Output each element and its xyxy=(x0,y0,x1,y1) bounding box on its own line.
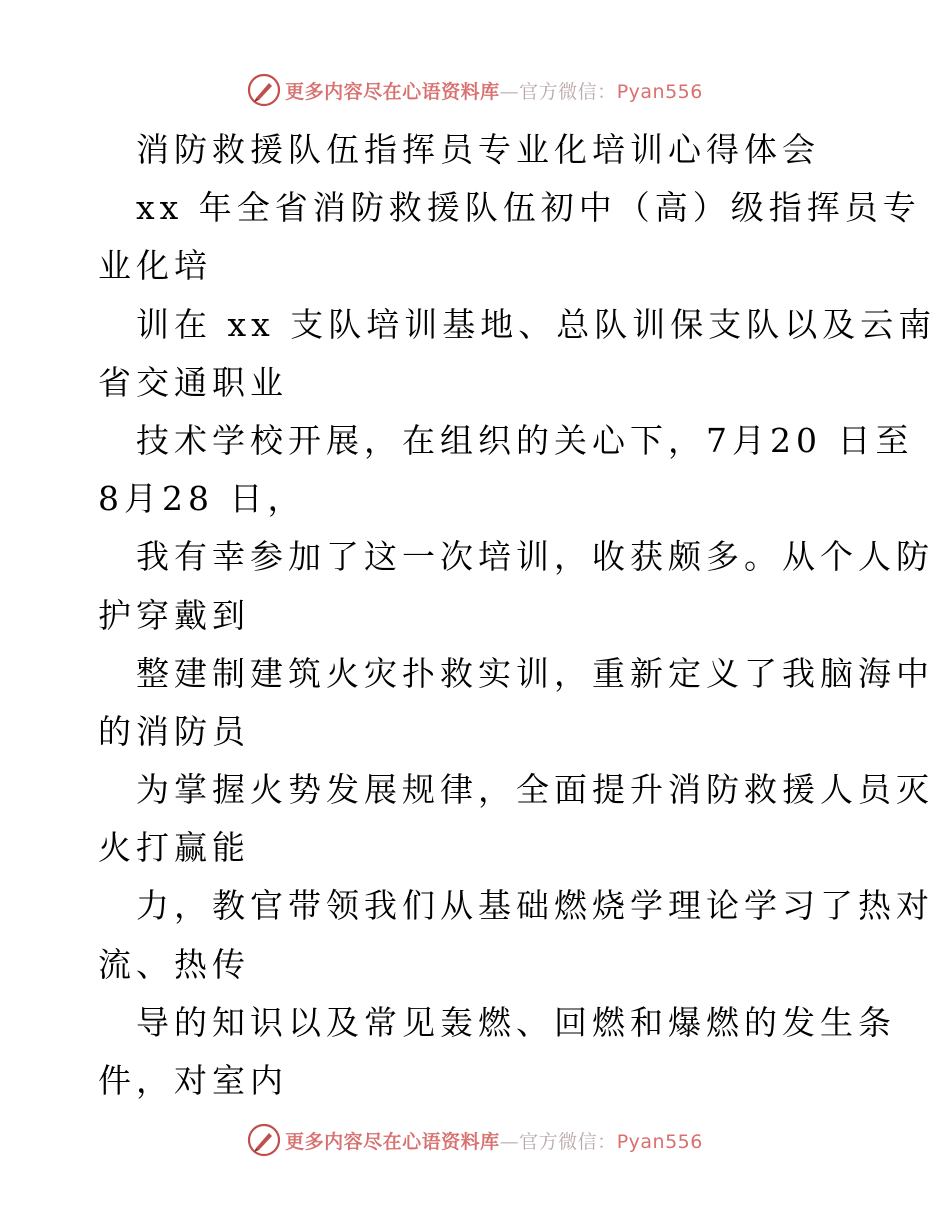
document-body xyxy=(98,121,937,1110)
paragraph-line: 业化培 xyxy=(98,246,212,286)
paragraph-line: 为掌握火势发展规律，全面提升消防救援人员灭 xyxy=(136,770,934,810)
paragraph-line: 件，对室内 xyxy=(98,1061,288,1100)
footer-watermark-banner xyxy=(0,1120,950,1160)
paragraph-line: xx 年全省消防救援队伍初中（高）级指挥员专 xyxy=(136,188,921,228)
pen-circle-logo-icon xyxy=(247,73,281,107)
watermark-wechat-label: 官方微信： xyxy=(519,1130,617,1153)
paragraph-line: 的消防员 xyxy=(98,711,250,751)
paragraph-line: 8月28 日， xyxy=(98,479,306,519)
watermark-main: 更多内容尽在心语资料库 xyxy=(285,80,500,103)
paragraph-line: 技术学校开展，在组织的关心下，7月20 日至 xyxy=(136,420,914,460)
paragraph-line: 力，教官带领我们从基础燃烧学理论学习了热对 xyxy=(136,886,934,926)
watermark-main: 更多内容尽在心语资料库 xyxy=(285,1130,500,1153)
watermark-wechat-label: 官方微信： xyxy=(519,80,617,103)
paragraph-line: 护穿戴到 xyxy=(98,595,250,635)
watermark-wechat-id: Pyan556 xyxy=(616,1130,703,1153)
document-title: 消防救援队伍指挥员专业化培训心得体会 xyxy=(136,130,820,169)
header-watermark-banner xyxy=(0,70,950,110)
paragraph-line: 省交通职业 xyxy=(98,362,288,402)
watermark-wechat-id: Pyan556 xyxy=(616,80,703,103)
paragraph-line: 我有幸参加了这一次培训，收获颇多。从个人防 xyxy=(136,537,934,577)
paragraph-line: 导的知识以及常见轰燃、回燃和爆燃的发生条 xyxy=(136,1002,896,1042)
watermark-text xyxy=(285,1127,703,1154)
watermark-separator: — xyxy=(499,1130,520,1153)
paragraph-line: 训在 xx 支队培训基地、总队训保支队以及云南 xyxy=(136,304,937,344)
watermark-separator: — xyxy=(499,80,520,103)
pen-circle-logo-icon xyxy=(247,1123,281,1157)
paragraph-line: 流、热传 xyxy=(98,944,250,984)
paragraph-line: 整建制建筑火灾扑救实训，重新定义了我脑海中 xyxy=(136,653,934,693)
paragraph-line: 火打赢能 xyxy=(98,828,250,868)
watermark-text xyxy=(285,77,703,104)
